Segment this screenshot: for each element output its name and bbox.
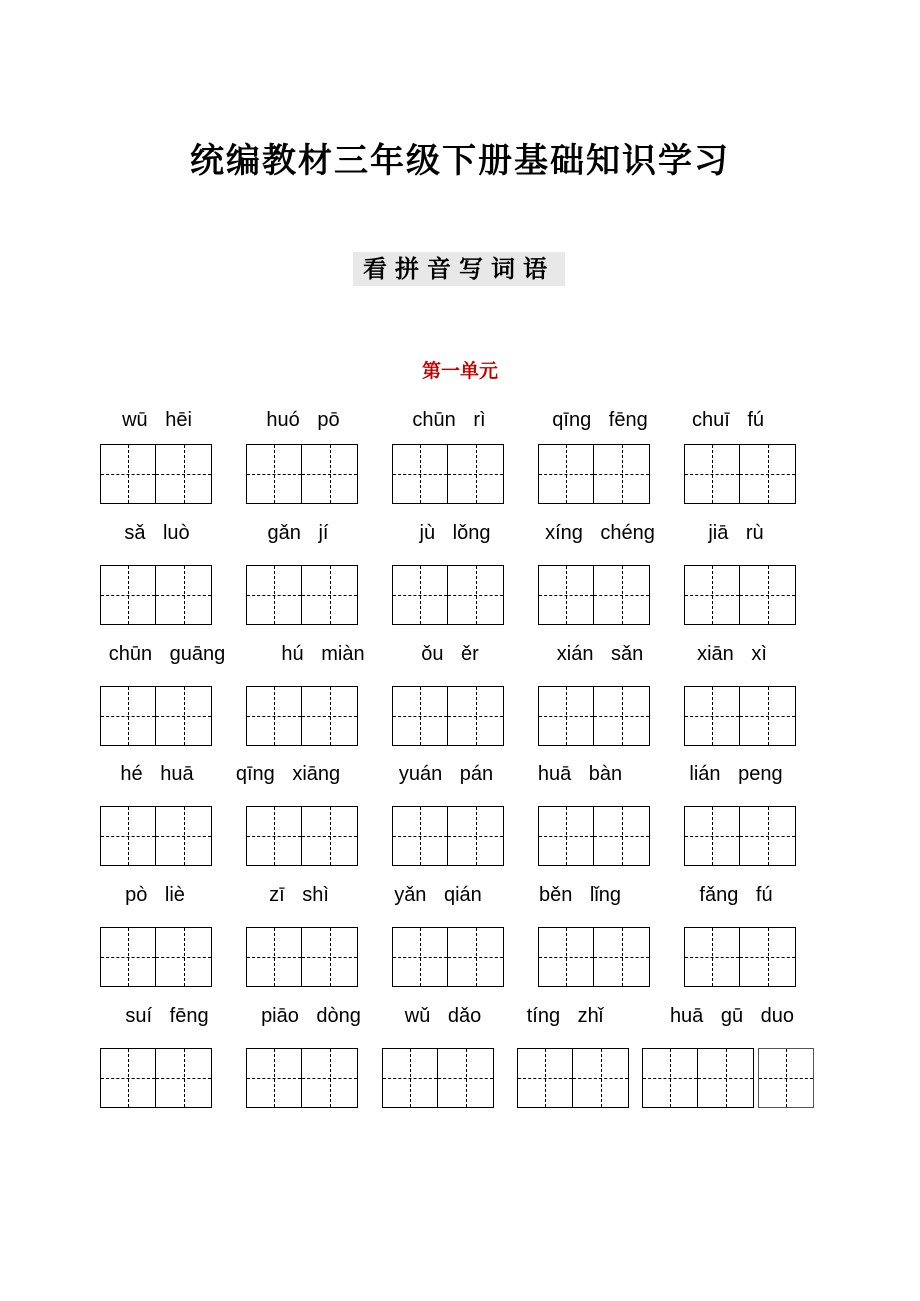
tian-cell[interactable] [594,806,650,866]
tian-cell[interactable] [246,1048,302,1108]
tian-cell[interactable] [573,1048,629,1108]
pinyin-label: qīng fēng [552,409,648,431]
tian-cell[interactable] [392,806,448,866]
writing-grid[interactable] [246,1048,358,1108]
writing-grid[interactable] [392,565,504,625]
tian-cell[interactable] [448,927,504,987]
tian-cell[interactable] [246,686,302,746]
tian-cell[interactable] [156,927,212,987]
tian-cell[interactable] [448,444,504,504]
writing-grid[interactable] [100,444,212,504]
tian-cell[interactable] [684,686,740,746]
writing-grid[interactable] [684,806,796,866]
writing-grid[interactable] [246,806,358,866]
tian-cell[interactable] [594,686,650,746]
writing-grid[interactable] [684,565,796,625]
pinyin-label: gǎn jí [267,522,329,544]
tian-cell[interactable] [448,686,504,746]
writing-grid[interactable] [392,927,504,987]
writing-grid[interactable] [538,565,650,625]
writing-grid[interactable] [100,927,212,987]
pinyin-label: yuán pán [398,763,494,785]
tian-cell[interactable] [156,1048,212,1108]
tian-cell[interactable] [302,927,358,987]
writing-grid[interactable] [382,1048,494,1108]
tian-cell[interactable] [448,565,504,625]
tian-cell[interactable] [100,1048,156,1108]
tian-cell[interactable] [100,927,156,987]
tian-cell[interactable] [392,565,448,625]
writing-grid[interactable] [100,686,212,746]
tian-cell[interactable] [448,806,504,866]
tian-cell[interactable] [740,927,796,987]
pinyin-label: xíng chéng [545,522,655,544]
pinyin-label: zī shì [269,884,329,906]
tian-cell[interactable] [517,1048,573,1108]
writing-grid[interactable] [758,1048,814,1108]
writing-grid[interactable] [392,444,504,504]
tian-cell[interactable] [594,927,650,987]
tian-cell[interactable] [302,1048,358,1108]
pinyin-label: ǒu ěr [421,643,479,665]
tian-cell[interactable] [156,565,212,625]
pinyin-label: tíng zhǐ [526,1005,604,1027]
pinyin-label: xiān xì [697,643,767,665]
tian-cell[interactable] [538,927,594,987]
tian-cell[interactable] [684,806,740,866]
pinyin-label: xián sǎn [556,643,644,665]
pinyin-label: suí fēng [125,1005,209,1027]
tian-cell[interactable] [392,444,448,504]
pinyin-label: chuī fú [691,409,765,431]
tian-cell[interactable] [538,686,594,746]
tian-cell[interactable] [740,565,796,625]
tian-cell[interactable] [538,565,594,625]
tian-cell[interactable] [100,806,156,866]
writing-grid[interactable] [246,565,358,625]
tian-cell[interactable] [740,806,796,866]
tian-cell[interactable] [698,1048,754,1108]
pinyin-label: jù lǒng [419,522,491,544]
pinyin-label: sǎ luò [124,522,190,544]
tian-cell[interactable] [246,806,302,866]
pinyin-label: piāo dòng [261,1005,361,1027]
pinyin-label: yǎn qián [394,884,482,906]
tian-cell[interactable] [740,686,796,746]
tian-cell[interactable] [594,444,650,504]
writing-grid[interactable] [246,686,358,746]
pinyin-label: wū hēi [122,409,192,431]
unit-heading: 第一单元 [421,360,498,382]
tian-cell[interactable] [246,565,302,625]
tian-cell[interactable] [156,444,212,504]
page-title: 统编教材三年级下册基础知识学习 [190,141,730,181]
tian-cell[interactable] [538,444,594,504]
pinyin-label: pò liè [125,884,185,906]
writing-grid[interactable] [100,565,212,625]
tian-cell[interactable] [684,927,740,987]
tian-cell[interactable] [642,1048,698,1108]
tian-cell[interactable] [302,565,358,625]
tian-cell[interactable] [100,686,156,746]
writing-grid[interactable] [392,806,504,866]
writing-grid[interactable] [538,686,650,746]
tian-cell[interactable] [100,565,156,625]
tian-cell[interactable] [156,686,212,746]
writing-grid[interactable] [642,1048,754,1108]
tian-cell[interactable] [684,444,740,504]
tian-cell[interactable] [302,806,358,866]
section-title: 看拼音写词语 [353,252,565,286]
pinyin-label: qīng xiāng [235,763,341,785]
writing-grid[interactable] [538,444,650,504]
writing-grid[interactable] [392,686,504,746]
pinyin-label: běn lǐng [538,884,622,906]
writing-grid[interactable] [100,806,212,866]
tian-cell[interactable] [302,444,358,504]
pinyin-label: huā gū duo [669,1005,795,1027]
tian-cell[interactable] [538,806,594,866]
tian-cell[interactable] [382,1048,438,1108]
writing-grid[interactable] [684,927,796,987]
pinyin-label: fǎng fú [699,884,773,906]
tian-cell[interactable] [594,565,650,625]
tian-cell[interactable] [438,1048,494,1108]
pinyin-label: jiā rù [708,522,764,544]
writing-grid[interactable] [246,444,358,504]
writing-grid[interactable] [684,444,796,504]
pinyin-label: chūn guāng [108,643,226,665]
pinyin-label: huó pō [266,409,340,431]
pinyin-label: hé huā [120,763,194,785]
tian-cell[interactable] [302,686,358,746]
tian-cell[interactable] [684,565,740,625]
pinyin-label: huā bàn [537,763,623,785]
tian-cell[interactable] [100,444,156,504]
writing-grid[interactable] [100,1048,212,1108]
tian-cell[interactable] [246,927,302,987]
pinyin-label: wǔ dǎo [404,1005,482,1027]
pinyin-label: chūn rì [412,409,486,431]
pinyin-label: hú miàn [281,643,365,665]
tian-cell[interactable] [156,806,212,866]
tian-cell[interactable] [392,686,448,746]
writing-grid[interactable] [538,806,650,866]
tian-cell[interactable] [392,927,448,987]
tian-cell[interactable] [246,444,302,504]
writing-grid[interactable] [246,927,358,987]
writing-grid[interactable] [684,686,796,746]
writing-grid[interactable] [517,1048,629,1108]
tian-cell[interactable] [740,444,796,504]
pinyin-label: lián peng [689,763,783,785]
tian-cell[interactable] [758,1048,814,1108]
writing-grid[interactable] [538,927,650,987]
